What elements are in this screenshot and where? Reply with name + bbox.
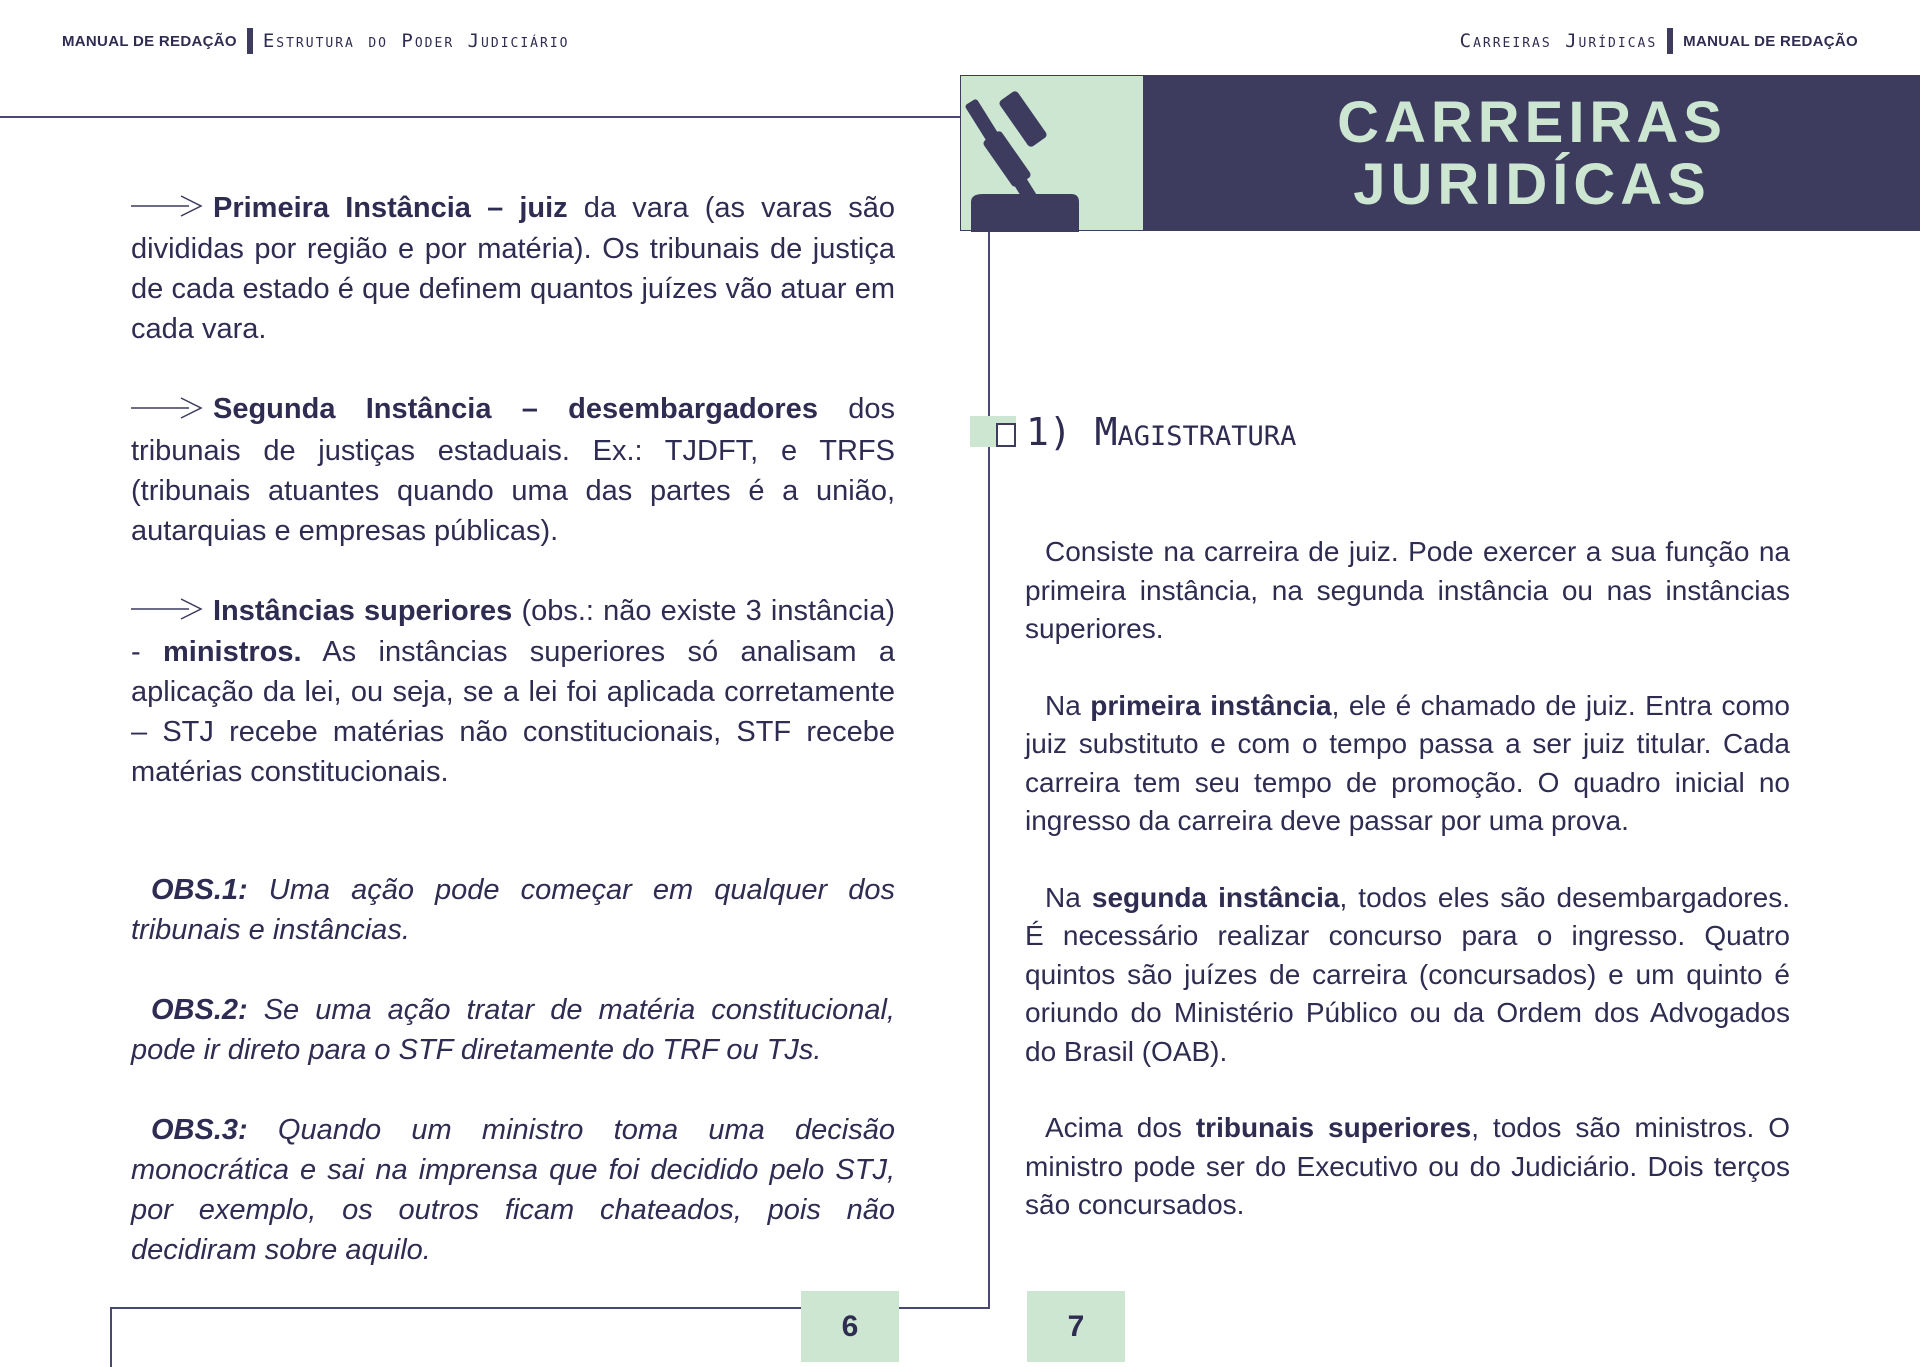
bold-text: segunda instância bbox=[1091, 881, 1340, 913]
obs-label: OBS.2: bbox=[151, 994, 248, 1026]
observations bbox=[131, 870, 895, 1270]
bold-text: Segunda Instância – desembargadores bbox=[213, 393, 818, 426]
divider-line bbox=[0, 116, 960, 118]
obs-label: OBS.1: bbox=[151, 874, 248, 906]
left-column bbox=[131, 188, 895, 792]
bold-text: ministros. bbox=[163, 636, 302, 669]
text-run: Consiste na carreira de juiz. Pode exercer a sua função na primeira instância, na segunda instância ou nas instâncias superiores. bbox=[1025, 536, 1790, 644]
right-column bbox=[1025, 533, 1790, 1225]
chapter-title bbox=[1144, 92, 1920, 216]
text-run: dos tribunais de justiças estaduais. Ex.: TJDFT, e TRFS (tribunais atuantes quando uma das partes é a união, autarquias e empresas públicas). bbox=[131, 393, 895, 547]
body-paragraph bbox=[1025, 533, 1790, 649]
instance-paragraph bbox=[131, 188, 895, 349]
instance-paragraph bbox=[131, 591, 895, 792]
obs-paragraph bbox=[131, 1110, 895, 1270]
section-title: Carreiras Jurídicas bbox=[1459, 30, 1658, 52]
page-number-left: 6 bbox=[801, 1291, 899, 1362]
bold-text: Primeira Instância – juiz bbox=[213, 192, 568, 224]
body-paragraph bbox=[1025, 1109, 1790, 1225]
heading-marker-square bbox=[996, 423, 1016, 447]
gavel-icon bbox=[960, 75, 1144, 231]
manual-brand: MANUAL DE REDAÇÃO bbox=[62, 32, 237, 50]
obs-text: Uma ação pode começar em qualquer dos tribunais e instâncias. bbox=[131, 874, 895, 946]
obs-paragraph bbox=[131, 990, 895, 1070]
text-run: As instâncias superiores só analisam a aplicação da lei, ou seja, se a lei foi aplicada corretamente – STJ recebe matérias não constitucionais, STF recebe matérias constitucionais. bbox=[131, 636, 895, 789]
divider-line bbox=[110, 1307, 112, 1367]
bold-text: tribunais superiores bbox=[1195, 1112, 1472, 1143]
page-number-right: 7 bbox=[1027, 1291, 1125, 1362]
text-run: , todos são ministros. O ministro pode ser do Executivo ou do Judiciário. Dois terços são concursados. bbox=[1025, 1112, 1790, 1220]
arrow-right-icon bbox=[131, 391, 203, 431]
text-run: da vara (as varas são divididas por região e por matéria). Os tribunais de justiça de cada estado é que definem quantos juízes vão atuar em cada vara. bbox=[131, 192, 895, 346]
divider-line bbox=[988, 231, 990, 1309]
running-header-right bbox=[1460, 28, 1858, 54]
arrow-right-icon bbox=[131, 189, 203, 229]
text-run: (obs.: não existe 3 instância) - bbox=[131, 594, 896, 669]
instance-paragraph bbox=[131, 389, 895, 550]
text-run: , ele é chamado de juiz. Entra como juiz substituto e com o tempo passa a ser juiz titular. Cada carreira tem seu tempo de promoção. O quadro inicial no ingresso da carreira deve passar por uma prova. bbox=[1025, 689, 1791, 836]
arrow-right-icon bbox=[131, 592, 203, 632]
text-run: , todos eles são desembargadores. É necessário realizar concurso para o ingresso. Quatro quintos são juízes de carreira (concursados) e um quinto é oriundo do Ministério Público ou da Ordem dos Advogados do Brasil (OAB). bbox=[1025, 881, 1790, 1067]
bold-text: primeira instância bbox=[1090, 689, 1332, 721]
body-paragraph bbox=[1025, 879, 1790, 1072]
text-run: Na bbox=[1045, 881, 1092, 913]
body-paragraph bbox=[1025, 687, 1790, 841]
text-run: Acima dos bbox=[1045, 1112, 1196, 1143]
header-divider bbox=[247, 28, 253, 54]
manual-brand: MANUAL DE REDAÇÃO bbox=[1683, 32, 1858, 50]
header-divider bbox=[1667, 28, 1673, 54]
running-header-left bbox=[62, 28, 569, 54]
obs-text: Quando um ministro toma uma decisão monocrática e sai na imprensa que foi decidido pelo STJ, por exemplo, os outros ficam chateados, pois não decidiram sobre aquilo. bbox=[131, 1114, 895, 1266]
bold-text: Instâncias superiores bbox=[213, 594, 513, 627]
section-heading: 1) Magistratura bbox=[1026, 410, 1297, 454]
chapter-title-line2: JURIDÍCAS bbox=[1353, 152, 1711, 217]
obs-paragraph bbox=[131, 870, 895, 950]
chapter-title-line1: CARREIRAS bbox=[1337, 90, 1727, 155]
text-run: Na bbox=[1045, 689, 1091, 721]
obs-label: OBS.3: bbox=[151, 1114, 248, 1146]
section-title: Estrutura do Poder Judiciário bbox=[262, 30, 570, 52]
obs-text: Se uma ação tratar de matéria constitucional, pode ir direto para o STF diretamente do TRF ou TJs. bbox=[131, 994, 895, 1066]
